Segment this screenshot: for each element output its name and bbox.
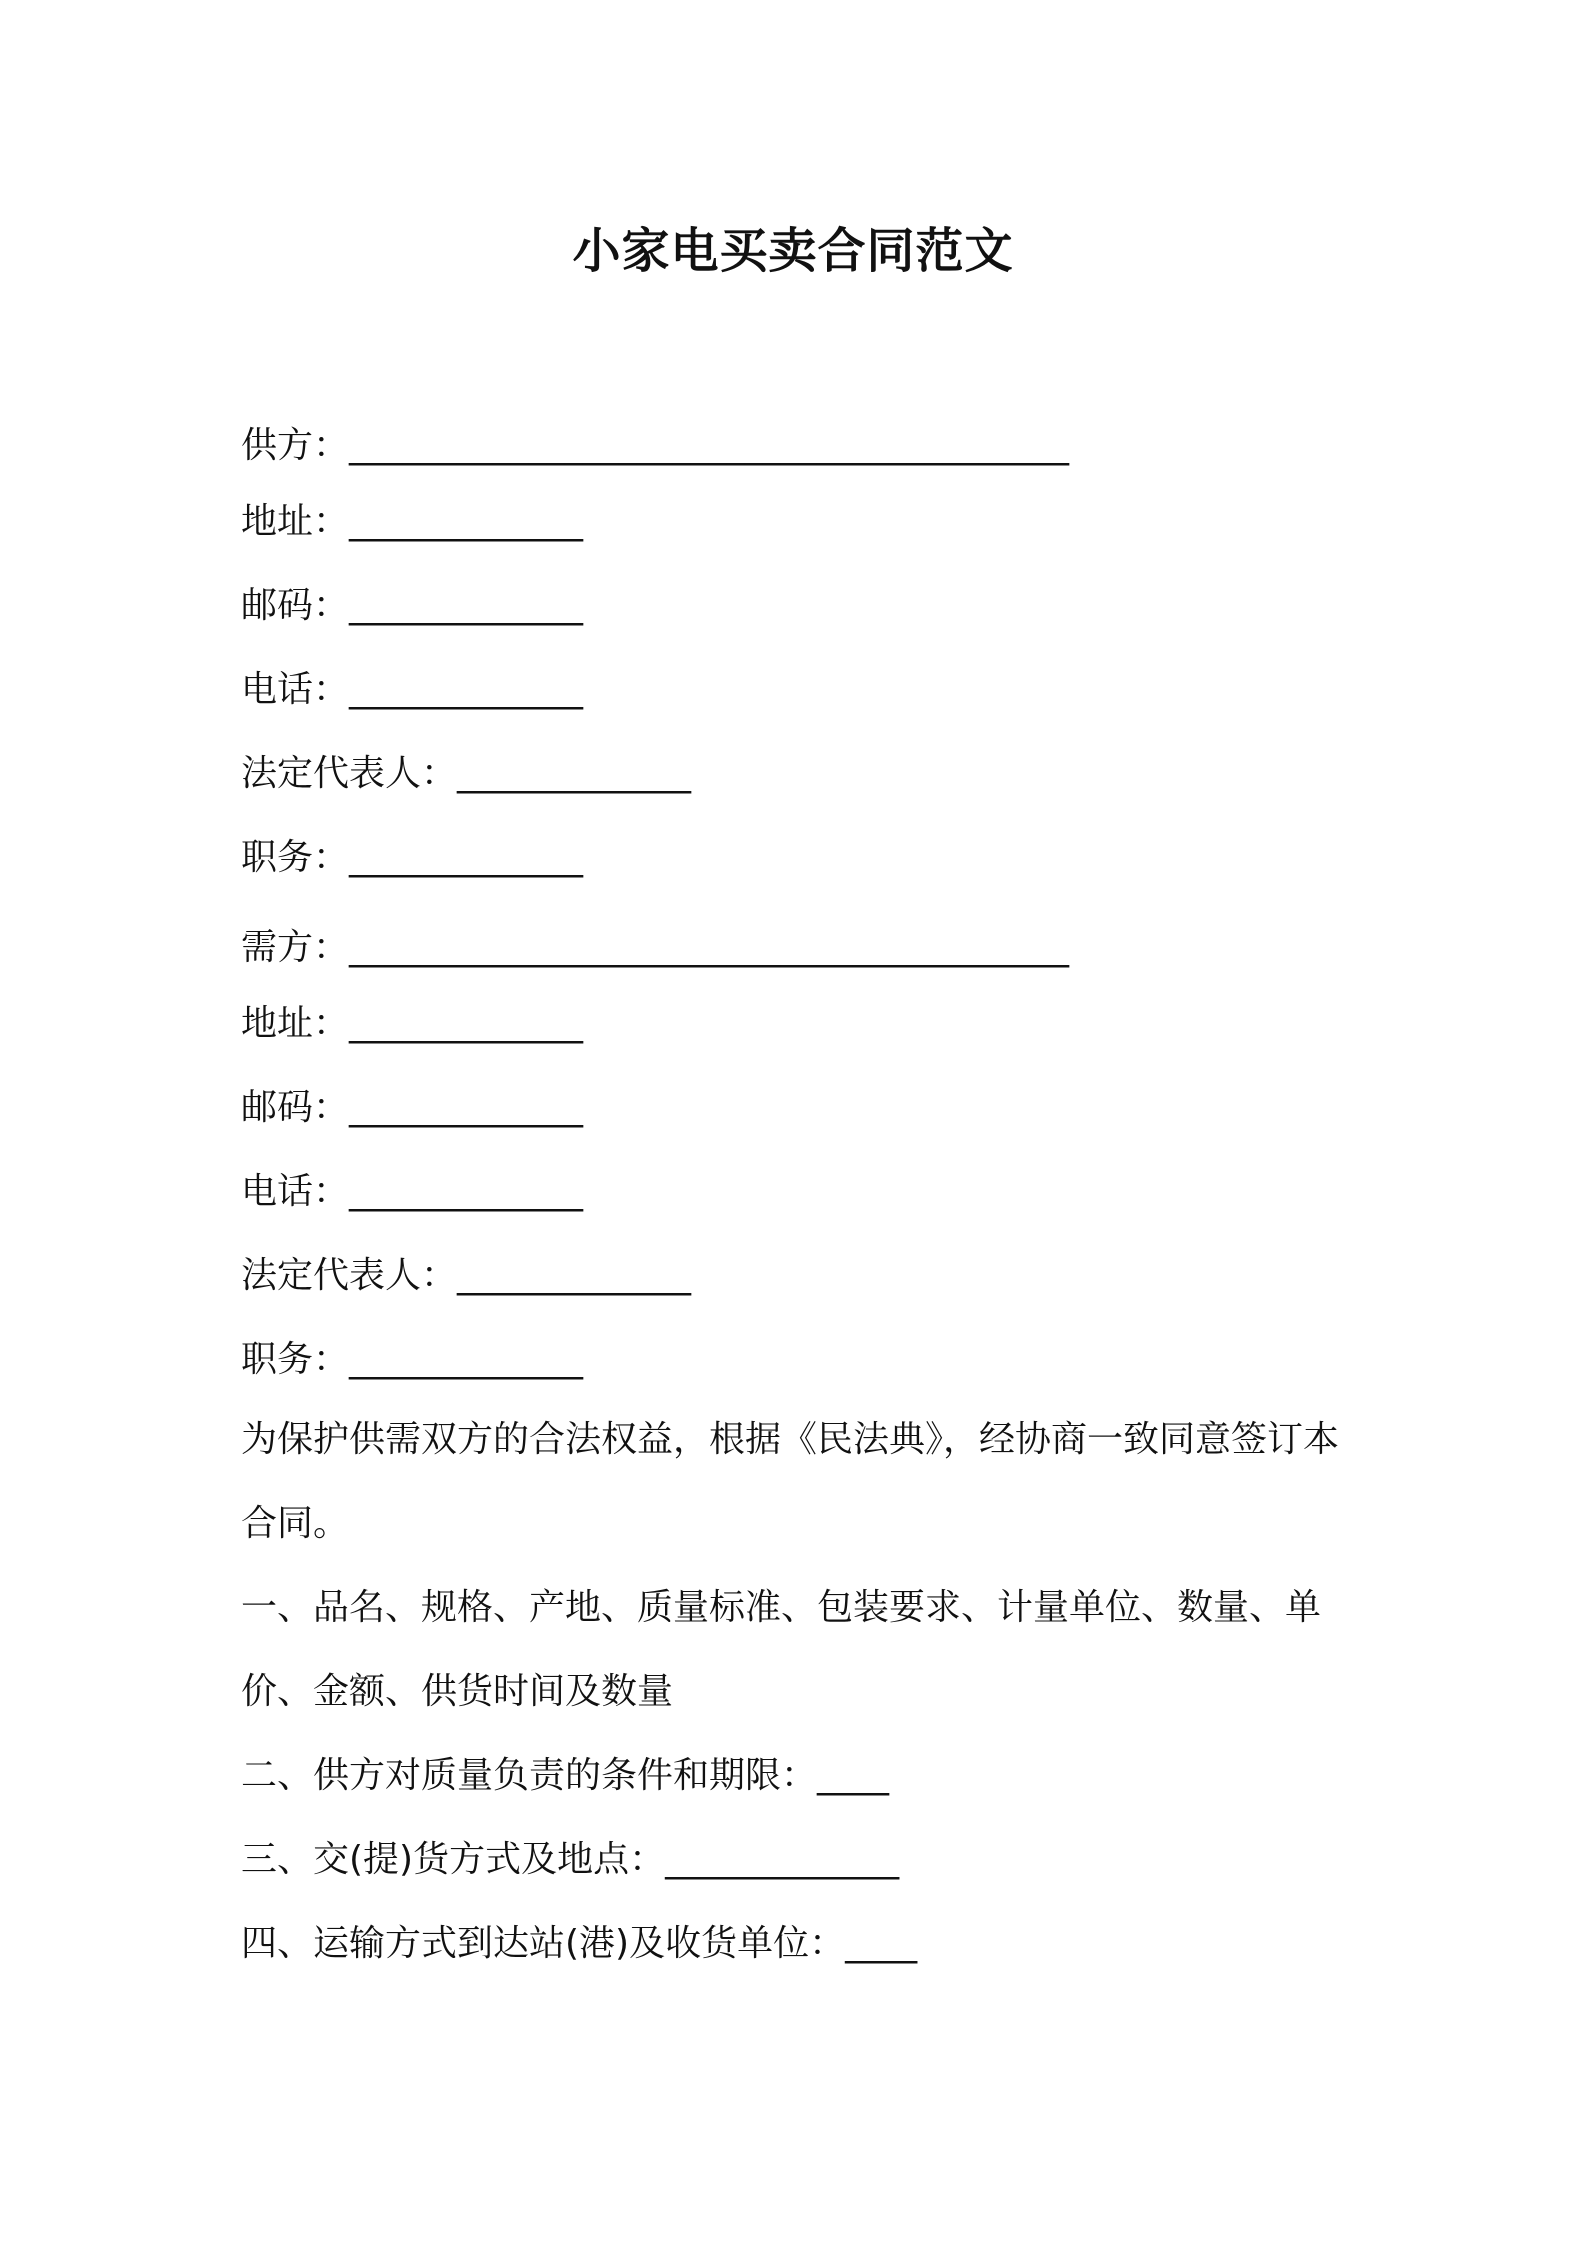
supplier-legal-rep-line: 法定代表人：_____________ xyxy=(241,753,692,794)
buyer-address-line: 地址：_____________ xyxy=(241,1003,584,1044)
supplier-address-line: 地址：_____________ xyxy=(241,501,584,542)
preamble-paragraph: 为保护供需双方的合法权益，根据《民法典》，经协商一致同意签订本合同。 xyxy=(241,1419,1340,1544)
supplier-position-line: 职务：_____________ xyxy=(241,837,584,878)
buyer-party-line: 需方：________________________________________ xyxy=(241,927,1070,968)
clause-1: 一、品名、规格、产地、质量标准、包装要求、计量单位、数量、单价、金额、供货时间及数量 xyxy=(241,1587,1322,1712)
clause-4: 四、运输方式到达站(港)及收货单位：____ xyxy=(241,1923,918,1964)
clause-2: 二、供方对质量负责的条件和期限：____ xyxy=(241,1755,890,1796)
buyer-position-line: 职务：_____________ xyxy=(241,1339,584,1380)
buyer-phone-line: 电话：_____________ xyxy=(241,1171,584,1212)
buyer-legal-rep-line: 法定代表人：_____________ xyxy=(241,1255,692,1296)
clause-3: 三、交(提)货方式及地点：_____________ xyxy=(241,1839,900,1880)
document-title: 小家电买卖合同范文 xyxy=(572,223,1014,279)
supplier-postcode-line: 邮码：_____________ xyxy=(241,585,584,626)
buyer-postcode-line: 邮码：_____________ xyxy=(241,1087,584,1128)
supplier-phone-line: 电话：_____________ xyxy=(241,669,584,710)
supplier-party-line: 供方：________________________________________ xyxy=(241,425,1070,466)
